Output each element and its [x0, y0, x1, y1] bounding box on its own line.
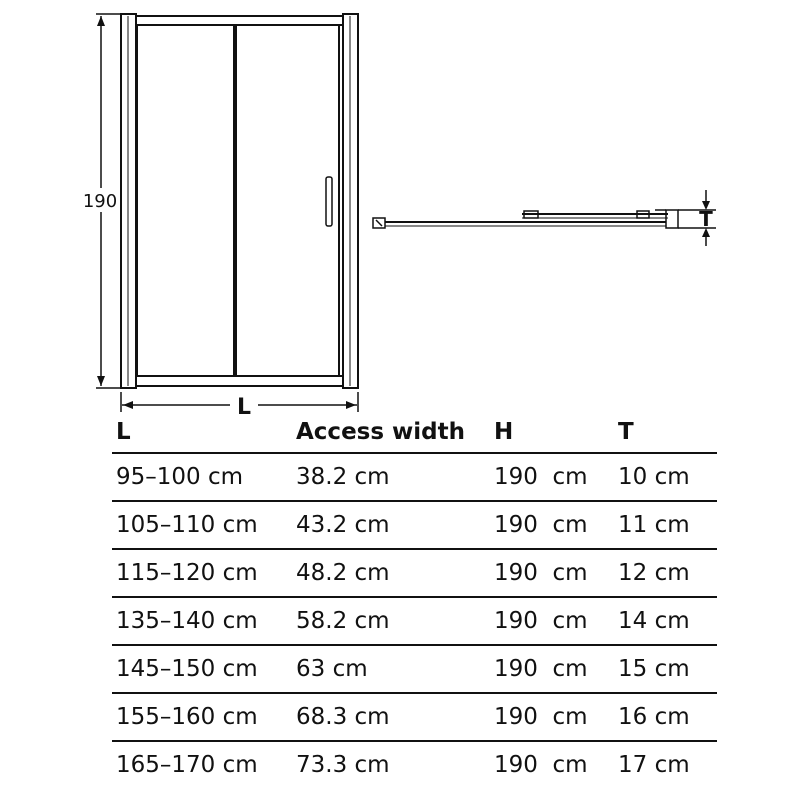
- cell-access-width: 73.3 cm: [296, 752, 390, 778]
- cell-length: 115–120 cm: [112, 549, 292, 597]
- cell-access-width: 68.3 cm: [292, 693, 490, 741]
- cell-depth: 15 cm: [614, 645, 717, 693]
- table-row: [112, 645, 717, 693]
- cell-height: 190 cm: [490, 693, 614, 741]
- table-row: [112, 453, 717, 501]
- column-header-depth: T: [614, 412, 717, 453]
- cell-depth: 17 cm: [618, 752, 690, 778]
- table-row: [112, 693, 717, 741]
- plan-profile: [373, 210, 678, 228]
- width-label: L: [236, 395, 252, 420]
- dimensions-table: [112, 412, 717, 788]
- cell-depth: 12 cm: [614, 549, 717, 597]
- table-row: [112, 741, 717, 788]
- cell-access-width: 38.2 cm: [292, 453, 490, 501]
- table-row: [112, 597, 717, 645]
- cell-depth: 16 cm: [614, 693, 717, 741]
- cell-access-width: 58.2 cm: [292, 597, 490, 645]
- cell-length: 105–110 cm: [112, 501, 292, 549]
- cell-height: 190 cm: [490, 501, 614, 549]
- cell-height: 190 cm: [490, 549, 614, 597]
- column-header-height: H: [490, 412, 614, 453]
- cell-depth: 14 cm: [614, 597, 717, 645]
- cell-height: 190 cm: [490, 597, 614, 645]
- cell-height: 190 cm: [494, 752, 588, 778]
- table-header-row: [112, 412, 717, 453]
- cell-height: 190 cm: [490, 453, 614, 501]
- cell-access-width: 43.2 cm: [292, 501, 490, 549]
- cell-depth: 11 cm: [614, 501, 717, 549]
- cell-access-width: 63 cm: [292, 645, 490, 693]
- height-label: 190: [82, 191, 118, 212]
- cell-length: 95–100 cm: [112, 453, 292, 501]
- table-row: [112, 501, 717, 549]
- column-header-length: L: [112, 412, 292, 453]
- cell-depth: 10 cm: [614, 453, 717, 501]
- cell-height: 190 cm: [490, 645, 614, 693]
- cell-length: 135–140 cm: [112, 597, 292, 645]
- cell-length: 155–160 cm: [112, 693, 292, 741]
- column-header-access-width: Access width: [292, 412, 490, 453]
- cell-length: 165–170 cm: [116, 752, 258, 778]
- depth-label: T: [699, 207, 713, 231]
- cell-length: 145–150 cm: [112, 645, 292, 693]
- cell-access-width: 48.2 cm: [292, 549, 490, 597]
- table-row: [112, 549, 717, 597]
